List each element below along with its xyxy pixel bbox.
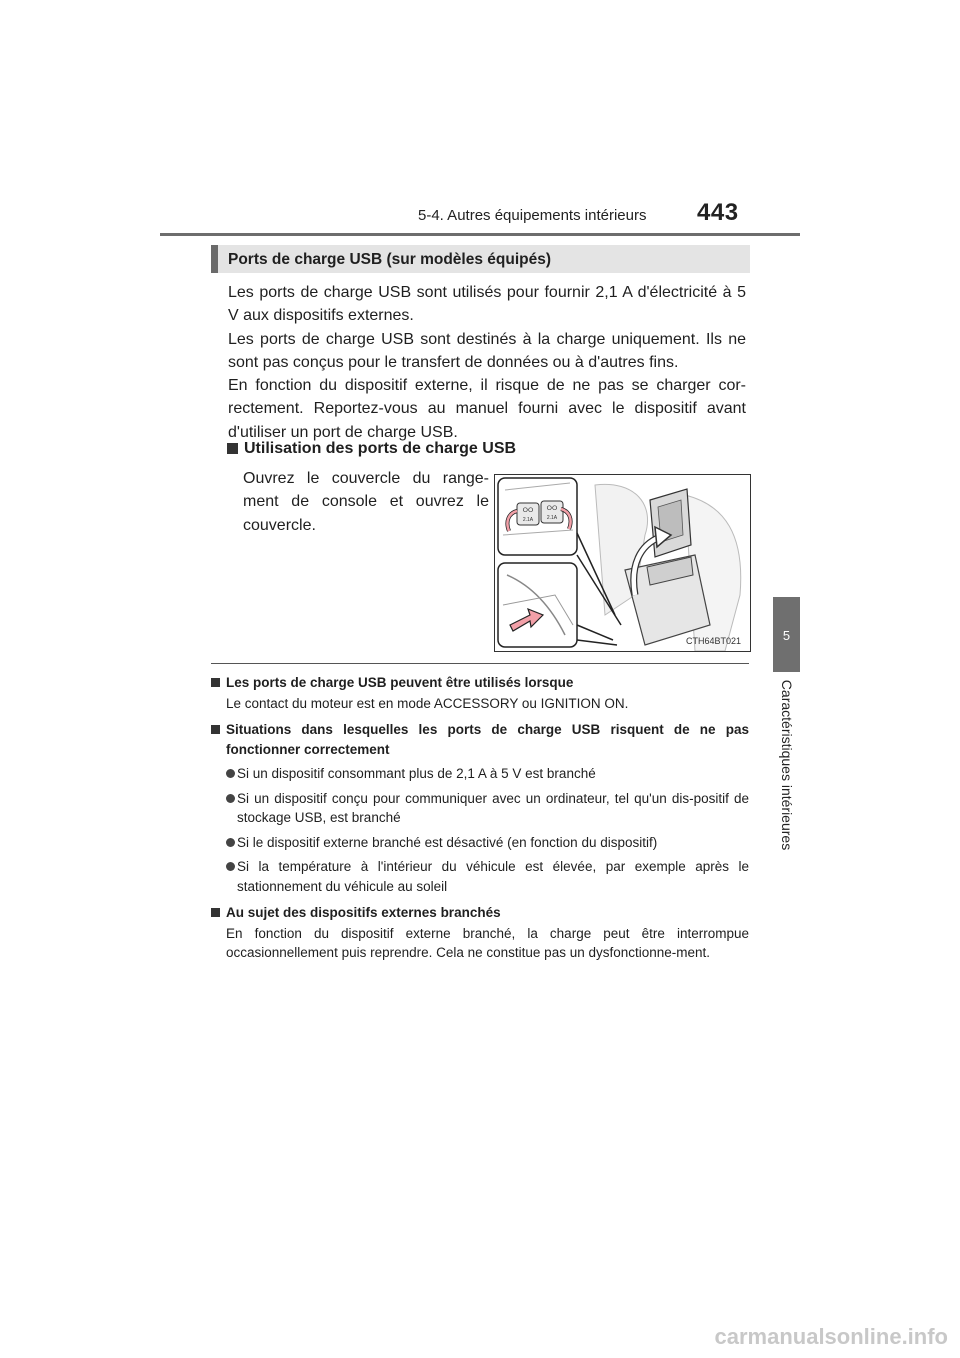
note-body: Le contact du moteur est en mode ACCESSORY ou IGNITION ON. (226, 695, 629, 711)
chapter-number: 5 (782, 628, 791, 643)
note-heading (211, 720, 749, 759)
note-heading (211, 903, 749, 923)
notes-section (211, 673, 749, 963)
chapter-label: Caractéristiques intérieures (779, 679, 795, 851)
header-rule (160, 233, 800, 236)
console-drawing (495, 475, 750, 651)
section-title-accent (211, 245, 218, 273)
list-item (211, 764, 749, 784)
square-bullet-icon (211, 725, 220, 734)
list-item-text: Si la température à l'intérieur du véhicule est élevée, par exemple après le stationnement du véhicule au soleil (237, 859, 749, 894)
svg-text:ⵔⵔ: ⵔⵔ (546, 506, 558, 512)
circle-bullet-icon (226, 794, 235, 803)
note-body: En fonction du dispositif externe branché, la charge peut être interrompue occasionnellement puis reprendre. Cela ne constitue pas un dysfonctionne-ment. (226, 925, 749, 960)
intro-paragraph: Les ports de charge USB sont utilisés pour fournir 2,1 A d'électricité à 5 V aux dispositifs externes. (228, 284, 746, 325)
watermark: carmanualsonline.info (714, 1324, 948, 1349)
list-item (211, 833, 749, 853)
svg-text:ⵔⵔ: ⵔⵔ (522, 508, 534, 514)
square-bullet-icon (211, 678, 220, 687)
square-bullet-icon (227, 443, 238, 454)
figure-code: CTH64BT021 (686, 636, 742, 646)
page-number: 443 (697, 199, 739, 226)
list-item-text: Si le dispositif externe branché est désactivé (en fonction du dispositif) (237, 834, 658, 850)
intro-paragraph: En fonction du dispositif externe, il risque de ne pas se charger cor-rectement. Reportez-vous au manuel fourni avec le dispositif avant d'utiliser un port de charge USB. (228, 377, 746, 441)
note-heading (211, 673, 749, 693)
usb-port-illustration (494, 474, 751, 652)
list-item-text: Si un dispositif conçu pour communiquer avec un ordinateur, tel qu'un dis-positif de stockage USB, est branché (237, 790, 749, 825)
note-heading-text: Les ports de charge USB peuvent être utilisés lorsque (226, 675, 574, 690)
section-breadcrumb: 5-4. Autres équipements intérieurs (418, 207, 647, 224)
intro-text (228, 281, 746, 444)
note-heading-text: Situations dans lesquelles les ports de charge USB risquent de ne pas fonctionner correctement (226, 722, 749, 757)
square-bullet-icon (211, 908, 220, 917)
list-item (211, 789, 749, 828)
port-label: 2.1A (546, 515, 558, 521)
circle-bullet-icon (226, 862, 235, 871)
circle-bullet-icon (226, 769, 235, 778)
subsection-title: Utilisation des ports de charge USB (244, 440, 517, 457)
section-title: Ports de charge USB (sur modèles équipés) (228, 251, 552, 268)
circle-bullet-icon (226, 838, 235, 847)
intro-paragraph: Les ports de charge USB sont destinés à la charge uniquement. Ils ne sont pas conçus pour le transfert de données ou à d'autres fins. (228, 330, 746, 371)
figure-instruction: Ouvrez le couvercle du range-ment de console et ouvrez le couvercle. (243, 470, 489, 534)
port-label: 2.1A (522, 517, 534, 523)
list-item-text: Si un dispositif consommant plus de 2,1 A à 5 V est branché (237, 766, 596, 781)
notes-divider (211, 663, 749, 664)
list-item (211, 857, 749, 896)
note-heading-text: Au sujet des dispositifs externes branchés (226, 905, 501, 920)
